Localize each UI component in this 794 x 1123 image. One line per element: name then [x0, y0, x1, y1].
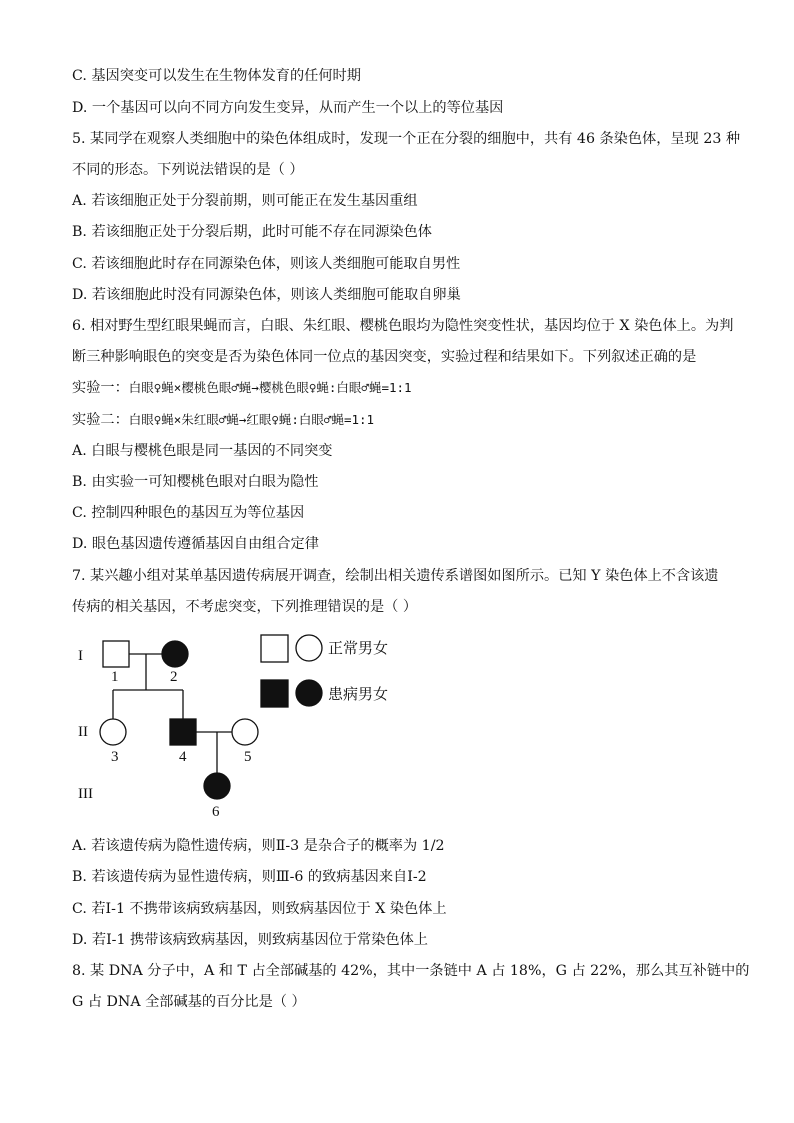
q5-option-d: D. 若该细胞此时没有同源染色体，则该人类细胞可能取自卵巢 — [72, 287, 461, 303]
pedigree-chart — [60, 628, 420, 820]
q5-option-b: B. 若该细胞正处于分裂后期，此时可能不存在同源染色体 — [72, 224, 432, 240]
q4-option-c: C. 基因突变可以发生在生物体发育的任何时期 — [72, 68, 361, 84]
individual-II3-normal-female — [100, 719, 126, 745]
q6-option-b: B. 由实验一可知樱桃色眼对白眼为隐性 — [72, 474, 319, 490]
q6-exp2-label: 实验二： — [72, 412, 129, 428]
individual-II4-affected-male — [170, 719, 196, 745]
q6-exp1-text: 白眼♀蝇×樱桃色眼♂蝇→樱桃色眼♀蝇:白眼♂蝇=1:1 — [128, 380, 412, 395]
q7-stem-line2: 传病的相关基因，不考虑突变，下列推理错误的是（ ） — [72, 599, 418, 615]
legend-affected-label: 患病男女 — [328, 685, 389, 703]
q6-exp1-label: 实验一： — [72, 380, 129, 396]
individual-number-1: 1 — [111, 669, 119, 685]
q6-experiment-2 — [72, 410, 374, 430]
legend-normal-female-icon — [296, 635, 322, 661]
q6-option-a: A. 白眼与樱桃色眼是同一基因的不同突变 — [72, 443, 333, 459]
generation-label-I: I — [78, 648, 83, 664]
individual-number-6: 6 — [212, 804, 220, 820]
individual-number-4: 4 — [179, 749, 187, 765]
q6-option-c: C. 控制四种眼色的基因互为等位基因 — [72, 505, 305, 521]
q7-option-d: D. 若Ⅰ-1 携带该病致病基因，则致病基因位于常染色体上 — [72, 932, 428, 948]
generation-label-II: II — [78, 724, 88, 740]
individual-III6-affected-female — [204, 773, 230, 799]
q8-stem-line1: 8. 某 DNA 分子中，A 和 T 占全部碱基的 42%，其中一条链中 A 占 18%，G 占 22%，那么其互补链中的 — [72, 963, 750, 979]
legend-normal-male-icon — [261, 635, 288, 662]
q6-experiment-1 — [72, 378, 412, 398]
q7-stem-line1: 7. 某兴趣小组对某单基因遗传病展开调查，绘制出相关遗传系谱图如图所示。已知 Y 染色体上不含该遗 — [72, 568, 719, 584]
q7-option-a: A. 若该遗传病为隐性遗传病，则Ⅱ-3 是杂合子的概率为 1/2 — [72, 838, 445, 854]
q6-stem-line1: 6. 相对野生型红眼果蝇而言，白眼、朱红眼、樱桃色眼均为隐性突变性状，基因均位于 X 染色体上。为判 — [72, 318, 734, 334]
q5-stem-line1: 5. 某同学在观察人类细胞中的染色体组成时，发现一个正在分裂的细胞中，共有 46 条染色体，呈现 23 种 — [72, 131, 741, 147]
legend-normal-label: 正常男女 — [328, 639, 389, 657]
individual-II5-normal-female — [232, 719, 258, 745]
q6-exp2-text: 白眼♀蝇×朱红眼♂蝇→红眼♀蝇:白眼♂蝇=1:1 — [128, 412, 375, 427]
individual-I2-affected-female — [162, 641, 188, 667]
q8-stem-line2: G 占 DNA 全部碱基的百分比是（ ） — [72, 994, 306, 1010]
legend-affected-male-icon — [261, 680, 288, 707]
individual-number-2: 2 — [170, 669, 178, 685]
q7-option-b: B. 若该遗传病为显性遗传病，则Ⅲ-6 的致病基因来自Ⅰ-2 — [72, 869, 427, 885]
q4-option-d: D. 一个基因可以向不同方向发生变异，从而产生一个以上的等位基因 — [72, 100, 504, 116]
q6-option-d: D. 眼色基因遗传遵循基因自由组合定律 — [72, 536, 319, 552]
individual-number-3: 3 — [111, 749, 119, 765]
generation-label-III: III — [78, 786, 93, 802]
q6-stem-line2: 断三种影响眼色的突变是否为染色体同一位点的基因突变，实验过程和结果如下。下列叙述正确的是 — [72, 349, 697, 365]
q5-option-a: A. 若该细胞正处于分裂前期，则可能正在发生基因重组 — [72, 193, 418, 209]
q7-option-c: C. 若Ⅰ-1 不携带该病致病基因，则致病基因位于 X 染色体上 — [72, 901, 447, 917]
individual-number-5: 5 — [244, 749, 252, 765]
q5-stem-line2: 不同的形态。下列说法错误的是（ ） — [72, 162, 304, 178]
individual-I1-normal-male — [103, 641, 129, 667]
legend-affected-female-icon — [296, 680, 322, 706]
q5-option-c: C. 若该细胞此时存在同源染色体，则该人类细胞可能取自男性 — [72, 256, 461, 272]
